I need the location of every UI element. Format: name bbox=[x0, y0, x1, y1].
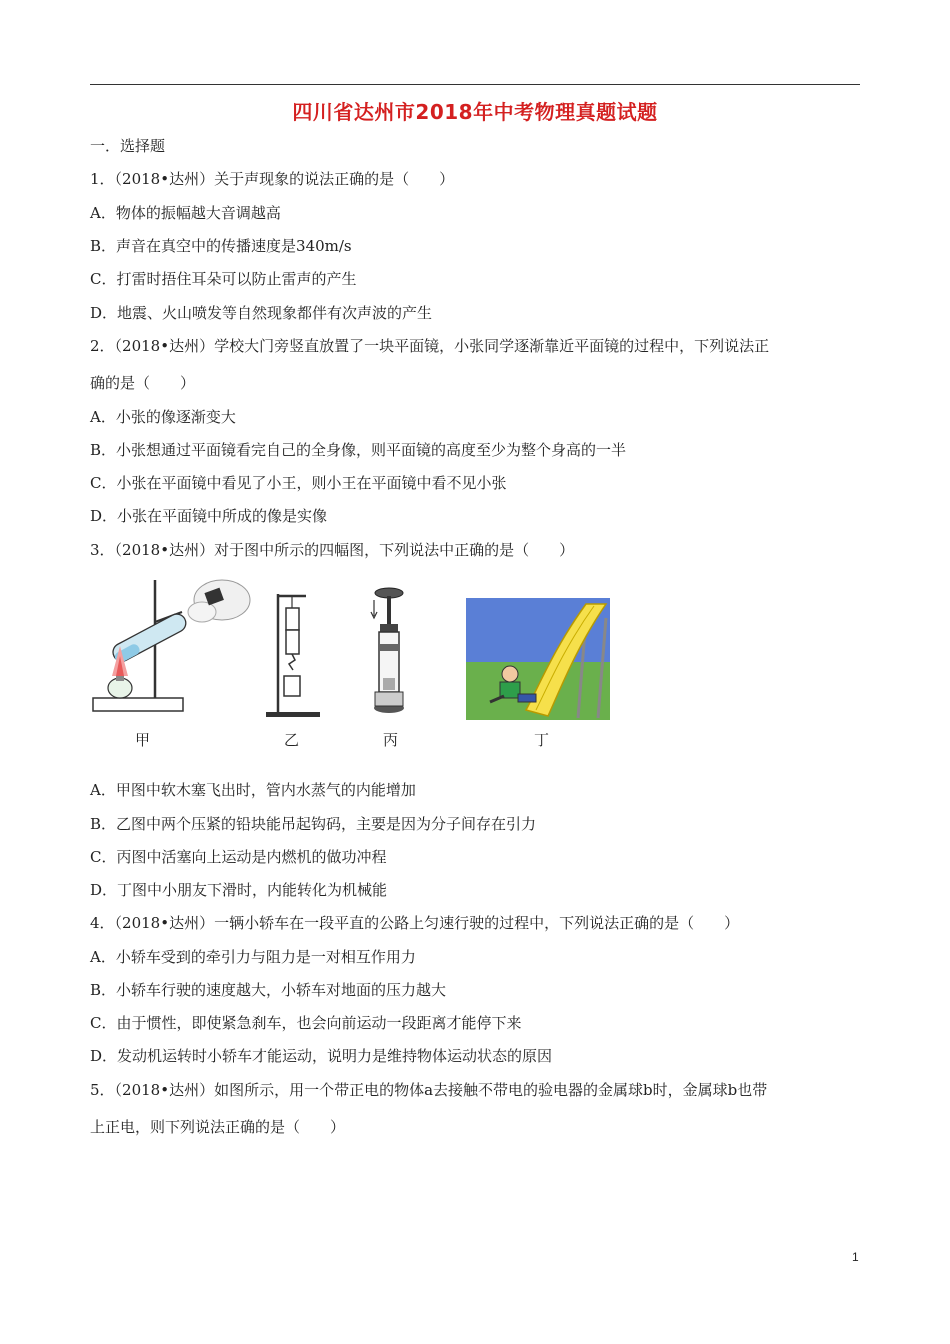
header-rule bbox=[90, 84, 860, 85]
figure-yi-lead-blocks bbox=[262, 588, 332, 720]
question-4-option-c: C．由于惯性，即使紧急刹车，也会向前运动一段距离才能停下来 bbox=[90, 1014, 522, 1032]
question-5-stem-line1: 5．（2018•达州）如图所示，用一个带正电的物体a去接触不带电的验电器的金属球b时，金属球b也带 bbox=[90, 1081, 768, 1099]
question-1-option-a: A．物体的振幅越大音调越高 bbox=[90, 204, 281, 222]
question-2-stem-line2: 确的是（ ） bbox=[90, 374, 196, 392]
question-2-option-c: C．小张在平面镜中看见了小王，则小王在平面镜中看不见小张 bbox=[90, 474, 507, 492]
question-2-option-a: A．小张的像逐渐变大 bbox=[90, 408, 236, 426]
question-1-stem: 1．（2018•达州）关于声现象的说法正确的是（ ） bbox=[90, 170, 455, 188]
figure-bing-piston-cylinder bbox=[358, 586, 422, 722]
question-4-stem: 4．（2018•达州）一辆小轿车在一段平直的公路上匀速行驶的过程中，下列说法正确的是（ ） bbox=[90, 914, 740, 932]
question-2-option-b: B．小张想通过平面镜看完自己的全身像，则平面镜的高度至少为整个身高的一半 bbox=[90, 441, 627, 459]
figure-label-bing: 丙 bbox=[383, 731, 399, 749]
question-4-option-d: D．发动机运转时小轿车才能运动，说明力是维持物体运动状态的原因 bbox=[90, 1047, 553, 1065]
figure-label-jia: 甲 bbox=[135, 731, 151, 749]
question-2-stem-line1: 2．（2018•达州）学校大门旁竖直放置了一块平面镜，小张同学逐渐靠近平面镜的过程中，下列说法正 bbox=[90, 337, 770, 355]
question-5-stem-line2: 上正电，则下列说法正确的是（ ） bbox=[90, 1118, 346, 1136]
figure-ding-slide bbox=[466, 598, 610, 720]
page-number: 1 bbox=[852, 1250, 859, 1264]
figure-label-yi: 乙 bbox=[284, 731, 300, 749]
page-title: 四川省达州市2018年中考物理真题试题 bbox=[292, 100, 658, 124]
question-1-option-d: D．地震、火山喷发等自然现象都伴有次声波的产生 bbox=[90, 304, 433, 322]
question-4-option-a: A．小轿车受到的牵引力与阻力是一对相互作用力 bbox=[90, 948, 416, 966]
question-3-option-b: B．乙图中两个压紧的铅块能吊起钩码，主要是因为分子间存在引力 bbox=[90, 815, 537, 833]
question-3-option-d: D．丁图中小朋友下滑时，内能转化为机械能 bbox=[90, 881, 388, 899]
figure-label-ding: 丁 bbox=[534, 731, 550, 749]
question-1-option-c: C．打雷时捂住耳朵可以防止雷声的产生 bbox=[90, 270, 357, 288]
question-4-option-b: B．小轿车行驶的速度越大，小轿车对地面的压力越大 bbox=[90, 981, 447, 999]
question-2-option-d: D．小张在平面镜中所成的像是实像 bbox=[90, 507, 328, 525]
question-3-option-c: C．丙图中活塞向上运动是内燃机的做功冲程 bbox=[90, 848, 387, 866]
figure-jia-test-tube bbox=[90, 572, 255, 717]
section-heading: 一．选择题 bbox=[90, 137, 166, 155]
question-3-stem: 3．（2018•达州）对于图中所示的四幅图，下列说法中正确的是（ ） bbox=[90, 541, 575, 559]
question-3-option-a: A．甲图中软木塞飞出时，管内水蒸气的内能增加 bbox=[90, 781, 416, 799]
question-1-option-b: B．声音在真空中的传播速度是340m/s bbox=[90, 237, 352, 255]
